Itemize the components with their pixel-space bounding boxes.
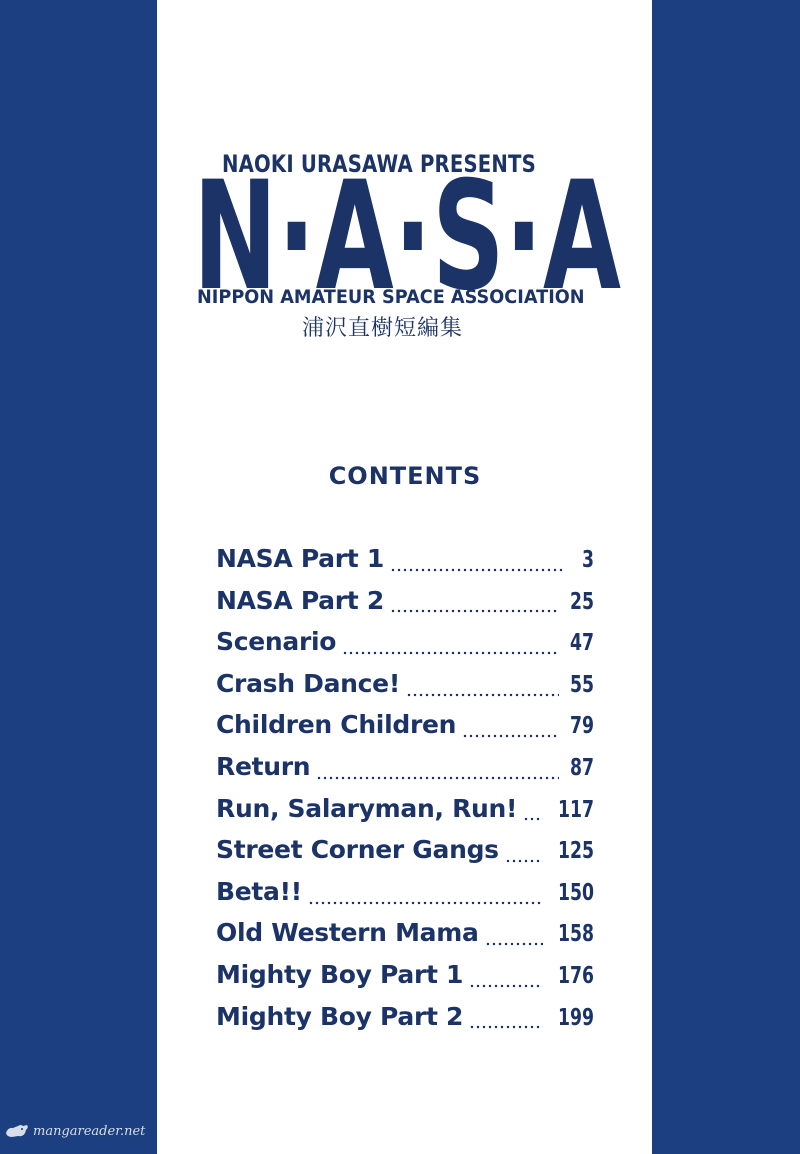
toc-leader-dots (406, 692, 559, 698)
toc-entry-page: 117 (557, 796, 594, 823)
nasa-logo-text: N·A·S·A (193, 170, 621, 290)
toc-leader-dots (523, 816, 543, 822)
toc-entry-page: 79 (569, 713, 594, 740)
dog-icon (4, 1121, 30, 1141)
toc-entry-page: 150 (557, 879, 594, 906)
japanese-title: 浦沢直樹短編集 (302, 316, 464, 341)
presents-line: NAOKI URASAWA PRESENTS (222, 150, 536, 178)
toc-leader-dots (462, 733, 559, 739)
logo-subtitle: NIPPON AMATEUR SPACE ASSOCIATION (197, 286, 585, 308)
toc-entry (216, 835, 594, 877)
left-blue-band (0, 0, 157, 1154)
toc-entry-title: Children Children (216, 710, 457, 740)
toc-entry-page: 47 (569, 630, 594, 657)
toc-entry-title: NASA Part 1 (216, 544, 384, 573)
toc-entry (216, 544, 594, 586)
toc-entry-page: 25 (569, 588, 594, 615)
toc-leader-dots (390, 567, 563, 573)
toc-leader-dots (469, 983, 543, 989)
toc-leader-dots (505, 858, 543, 864)
toc-entry (216, 918, 594, 960)
toc-leader-dots (308, 900, 543, 906)
toc-entry-page: 176 (557, 962, 594, 989)
toc-entry-page: 87 (569, 754, 594, 781)
toc-entry-page: 199 (557, 1004, 594, 1031)
toc-leader-dots (485, 941, 543, 947)
nasa-logo (193, 170, 623, 290)
toc-entry (216, 669, 594, 711)
toc-entry-title: Run, Salaryman, Run! (216, 793, 518, 823)
toc-entry (216, 586, 594, 628)
toc-entry-title: Crash Dance! (216, 668, 400, 698)
toc-entry-title: Return (216, 751, 311, 781)
toc-entry-title: Street Corner Gangs (216, 835, 499, 865)
toc-entry-title: Beta!! (216, 876, 302, 906)
toc-leader-dots (469, 1024, 543, 1030)
toc-entry-title: NASA Part 2 (216, 585, 384, 615)
right-blue-band (652, 0, 800, 1154)
watermark-text: mangareader.net (33, 1123, 146, 1139)
toc-entry-page: 55 (569, 671, 594, 698)
toc-entry-page: 3 (581, 547, 594, 573)
toc-entry (216, 752, 594, 794)
toc-leader-dots (342, 650, 559, 656)
toc-entry (216, 627, 594, 669)
toc-leader-dots (316, 775, 559, 781)
toc-entry-title: Old Western Mama (216, 918, 479, 948)
toc-entry (216, 1002, 594, 1044)
toc-entry-page: 125 (557, 838, 594, 865)
toc-leader-dots (390, 608, 559, 614)
toc-entry (216, 710, 594, 752)
toc-entry (216, 877, 594, 919)
table-of-contents (216, 544, 594, 1043)
toc-entry (216, 960, 594, 1002)
toc-entry-title: Scenario (216, 627, 337, 657)
watermark (4, 1120, 145, 1142)
contents-heading: CONTENTS (328, 462, 482, 490)
toc-entry-page: 158 (557, 921, 594, 948)
toc-entry-title: Mighty Boy Part 2 (216, 1001, 464, 1031)
toc-entry (216, 794, 594, 836)
toc-entry-title: Mighty Boy Part 1 (216, 959, 464, 989)
